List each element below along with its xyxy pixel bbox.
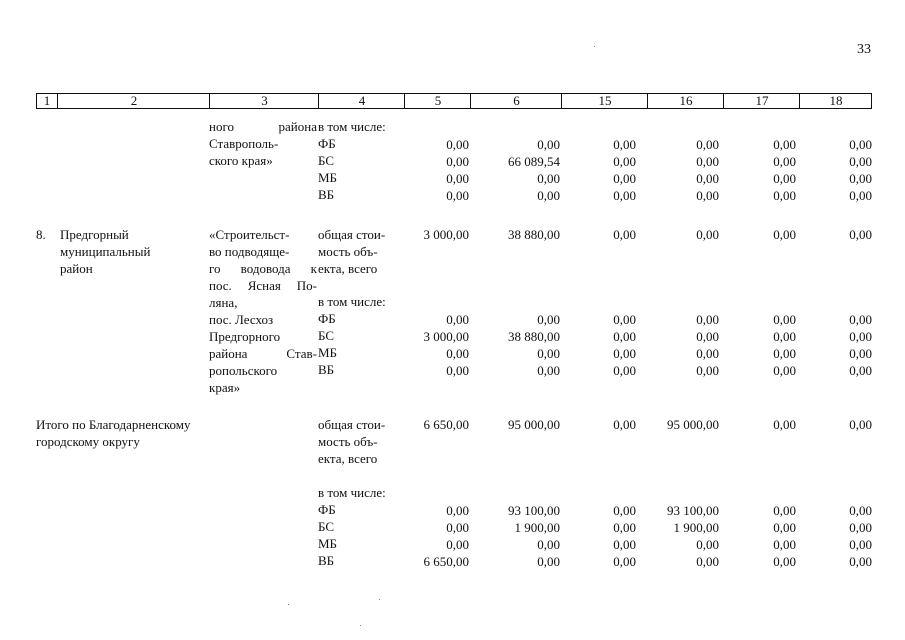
value-cell: 0,00 [537,312,560,327]
project-name-line-word: пос. [209,278,232,293]
value-cell: 38 880,00 [508,329,560,344]
total-label-line: екта, всего [318,261,378,276]
funding-type: ФБ [318,311,336,326]
total-label-line: мость объ- [318,244,378,259]
value-cell: 0,00 [696,171,719,186]
value-cell: 0,00 [696,329,719,344]
value-cell: 0,00 [446,503,469,518]
project-name-line: Предгорного [209,329,281,344]
value-cell: 0,00 [613,417,636,432]
value-cell: 0,00 [773,137,796,152]
header-cell: 3 [209,94,319,108]
value-cell: 0,00 [613,363,636,378]
header-cell: 4 [318,94,405,108]
value-cell: 0,00 [849,554,872,569]
value-cell: 0,00 [773,329,796,344]
value-cell: 0,00 [446,171,469,186]
value-cell: 3 000,00 [423,227,469,242]
header-cell: 2 [57,94,210,108]
value-cell: 66 089,54 [508,154,560,169]
value-cell: 0,00 [696,363,719,378]
page-number: 33 [857,42,871,57]
value-cell: 95 000,00 [508,417,560,432]
project-name-line-word: к [310,261,317,276]
project-name-line [209,260,317,277]
value-cell: 0,00 [849,537,872,552]
funding-type: ВБ [318,362,335,377]
value-cell: 0,00 [446,363,469,378]
project-name-line: ского края» [209,153,273,168]
funding-type: БС [318,519,335,534]
value-cell: 95 000,00 [667,417,719,432]
value-cell: 0,00 [849,520,872,535]
value-cell: 0,00 [537,554,560,569]
project-name-line-word: ного [209,119,234,134]
value-cell: 0,00 [773,537,796,552]
value-cell: 0,00 [773,154,796,169]
project-name-line-word: Став- [286,346,317,361]
value-cell: 0,00 [696,154,719,169]
project-name-line [209,118,317,135]
funding-type: ФБ [318,136,336,151]
summary-label-line: Итого по Благодарненскому [36,417,191,432]
project-name-line: «Строительст- [209,227,290,242]
value-cell: 1 900,00 [514,520,560,535]
district-name-line: муниципальный [60,244,151,259]
value-cell: 0,00 [613,154,636,169]
value-cell: 0,00 [773,520,796,535]
project-name-line: ропольского [209,363,278,378]
value-cell: 0,00 [446,154,469,169]
value-cell: 0,00 [849,346,872,361]
header-cell: 6 [470,94,562,108]
value-cell: 6 650,00 [423,417,469,432]
value-cell: 0,00 [773,188,796,203]
value-cell: 0,00 [773,417,796,432]
total-label-line: мость объ- [318,434,378,449]
value-cell: 3 000,00 [423,329,469,344]
value-cell: 0,00 [849,503,872,518]
project-name-line-word: водовода [240,261,291,276]
value-cell: 0,00 [613,227,636,242]
value-cell: 0,00 [537,346,560,361]
value-cell: 0,00 [613,137,636,152]
funding-type: МБ [318,536,338,551]
value-cell: 0,00 [849,188,872,203]
table-header-row [36,93,872,109]
header-cell: 15 [561,94,648,108]
district-name-line: район [60,261,93,276]
value-cell: 0,00 [773,346,796,361]
funding-type: ФБ [318,502,336,517]
value-cell: 0,00 [773,312,796,327]
funding-type: МБ [318,170,338,185]
value-cell: 0,00 [446,188,469,203]
funding-type: в том числе: [318,485,386,500]
value-cell: 0,00 [537,537,560,552]
value-cell: 0,00 [849,154,872,169]
value-cell: 0,00 [613,312,636,327]
header-cell: 16 [647,94,724,108]
funding-type: БС [318,328,335,343]
value-cell: 0,00 [537,363,560,378]
value-cell: 0,00 [696,537,719,552]
value-cell: 0,00 [446,312,469,327]
funding-type: БС [318,153,335,168]
project-name-line [209,277,317,294]
value-cell: 0,00 [696,312,719,327]
funding-type: в том числе: [318,294,386,309]
value-cell: 0,00 [849,137,872,152]
total-label-line: общая стои- [318,227,386,242]
value-cell: 0,00 [446,137,469,152]
value-cell: 0,00 [849,363,872,378]
total-label-line: екта, всего [318,451,378,466]
value-cell: 0,00 [613,329,636,344]
value-cell: 0,00 [446,537,469,552]
value-cell: 6 650,00 [423,554,469,569]
project-name-line: пос. Лесхоз [209,312,274,327]
project-name-line-word: го [209,261,221,276]
value-cell: 0,00 [773,227,796,242]
funding-type: в том числе: [318,119,386,134]
project-name-line: ляна, [209,295,238,310]
funding-type: ВБ [318,187,335,202]
value-cell: 93 100,00 [508,503,560,518]
funding-type: МБ [318,345,338,360]
value-cell: 0,00 [849,417,872,432]
project-name-line-word: района [209,346,248,361]
row-number: 8. [36,227,46,242]
value-cell: 0,00 [613,537,636,552]
value-cell: 0,00 [773,503,796,518]
value-cell: 0,00 [613,520,636,535]
header-cell: 5 [404,94,471,108]
value-cell: 0,00 [613,554,636,569]
value-cell: 0,00 [696,346,719,361]
value-cell: 0,00 [773,363,796,378]
summary-label-line: городскому округу [36,434,140,449]
project-name-line-word: По- [296,278,317,293]
total-label-line: общая стои- [318,417,386,432]
value-cell: 0,00 [613,503,636,518]
project-name-line: Ставрополь- [209,136,279,151]
project-name-line: во подводяще- [209,244,290,259]
value-cell: 0,00 [773,554,796,569]
value-cell: 0,00 [537,171,560,186]
value-cell: 0,00 [537,188,560,203]
value-cell: 0,00 [537,137,560,152]
value-cell: 0,00 [696,137,719,152]
value-cell: 0,00 [849,329,872,344]
header-cell: 18 [799,94,872,108]
project-name-line-word: Ясная [247,278,281,293]
value-cell: 0,00 [613,346,636,361]
value-cell: 0,00 [849,171,872,186]
project-name-line-word: района [278,119,317,134]
value-cell: 38 880,00 [508,227,560,242]
header-cell: 17 [723,94,800,108]
value-cell: 0,00 [446,346,469,361]
header-cell: 1 [43,93,51,108]
value-cell: 0,00 [849,227,872,242]
district-name-line: Предгорный [60,227,129,242]
value-cell: 0,00 [696,227,719,242]
value-cell: 0,00 [613,171,636,186]
value-cell: 0,00 [696,188,719,203]
funding-type: ВБ [318,553,335,568]
project-name-line [209,345,317,362]
project-name-line: края» [209,380,241,395]
value-cell: 1 900,00 [673,520,719,535]
value-cell: 0,00 [773,171,796,186]
value-cell: 0,00 [613,188,636,203]
value-cell: 0,00 [446,520,469,535]
value-cell: 93 100,00 [667,503,719,518]
value-cell: 0,00 [849,312,872,327]
value-cell: 0,00 [696,554,719,569]
